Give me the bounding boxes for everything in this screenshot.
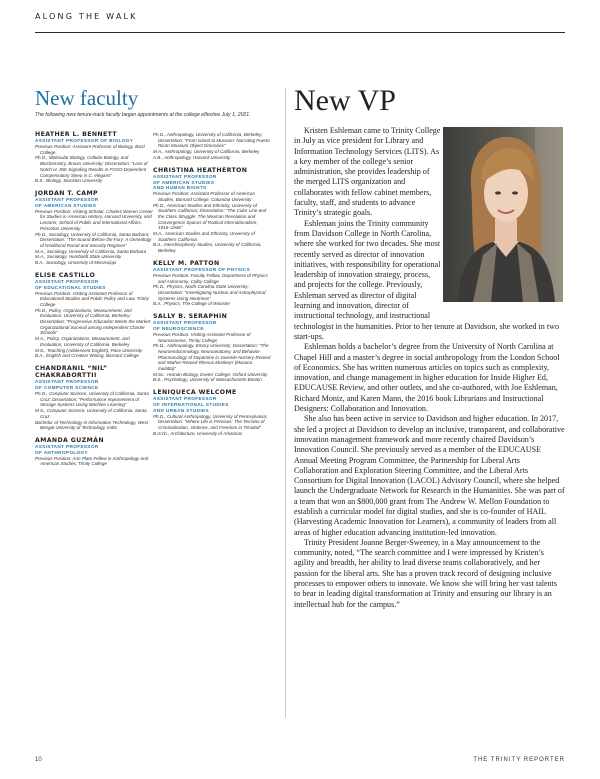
faculty-position-title: OF NEUROSCIENCE [153, 326, 204, 332]
vp-paragraph: Eshleman joins the Trinity community from Davidson College in North Carolina, where she worked for two decades. She most recently served as director of innovation initiatives, with responsibility for operational leadership of innovation strategy, process, and projects for the college. Previously, Eshleman served as director of digital learning and innovation, director of instructional technology, and instructional technologist in the humanities. Prior to her tenure at Davidson, she worked in two start-ups. [294, 218, 560, 341]
faculty-entry [35, 365, 153, 431]
faculty-name: HEATHER L. BENNETT [35, 131, 118, 138]
faculty-column-left [35, 131, 153, 473]
faculty-credential: Ph.D., Physics, North Carolina State University; Dissertation: “Investigating Nuclear and Astrophysical Systems Using Neutrinos” [153, 284, 266, 301]
vp-paragraph: Trinity President Joanne Berger-Sweeney, in a May announcement to the community, noted, “The search committee and I were impressed by Kristen’s agility and breadth, her ability to lead diverse teams collaboratively, and her passion for the liberal arts. She has a proven track record of designing inclusive processes to empower others to innovate. We know she will bring her vast talents to bear in leading digital transformation at Trinity and ensuring our library is an intellectual hub for the campus.” [294, 537, 558, 609]
vp-article [294, 126, 565, 610]
faculty-position-title: ASSISTANT PROFESSOR [153, 320, 217, 326]
faculty-credential: Ph.D., Sociology, University of California, Santa Barbara; Dissertation: “The Sound Before the Fury: A Genealogy of Neoliberal Racial and Security Regimes” [35, 231, 152, 248]
faculty-heading: New faculty [35, 86, 139, 110]
publication-name: THE TRINITY REPORTER [473, 757, 565, 763]
faculty-position-title: OF AMERICAN STUDIES [35, 202, 97, 208]
column-divider [285, 88, 286, 718]
faculty-credential: Previous Position: Visiting Assistant Professor of Educational Studies and Public Policy and Law, Trinity College [35, 290, 149, 307]
faculty-position-title: AND HUMAN RIGHTS [153, 185, 207, 191]
faculty-position-title: ASSISTANT PROFESSOR [35, 444, 99, 450]
faculty-position-title: ASSISTANT PROFESSOR [35, 278, 99, 284]
faculty-entry [153, 132, 271, 161]
faculty-column-right [153, 132, 271, 443]
faculty-credential: Previous Position: Visiting Assistant Professor of Neuroscience, Trinity College [153, 331, 251, 343]
faculty-credential: M.A., Sociology, University of California, Santa Barbara [35, 248, 147, 254]
faculty-position-title: ASSISTANT PROFESSOR OF BIOLOGY [35, 138, 134, 144]
faculty-position-title: OF INTERNATIONAL STUDIES [153, 402, 229, 408]
faculty-credential: B.A., Interdisciplinary Studies, University of California, Berkeley [153, 242, 262, 254]
faculty-name: LENIQUECA WELCOME [153, 389, 237, 397]
faculty-position-title: ASSISTANT PROFESSOR [153, 173, 217, 179]
faculty-position-title: OF AMERICAN STUDIES [153, 179, 215, 185]
faculty-credential: Previous Position: Assistant Professor of American Studies, Barnard College, Columbia University [153, 191, 256, 202]
faculty-position-title: ASSISTANT PROFESSOR [35, 379, 99, 385]
faculty-name: CHRISTINA HEATHERTON [153, 166, 248, 174]
faculty-credential: A.B., Anthropology, Harvard University [153, 154, 231, 160]
faculty-credential: Previous Position: Ann Plato Fellow in Anthropology and American Studies, Trinity College [35, 455, 149, 467]
faculty-credential: B.S., Psychology, University of Massachusetts-Boston [153, 377, 262, 383]
faculty-credential: B.Arch., Architecture, University of Arkansas [153, 430, 243, 436]
faculty-credential: M.A., Policy, Organizations, Measurement, and Evaluation, University of California, Berkeley [35, 336, 130, 347]
faculty-name: JORDAN T. CAMP [35, 189, 98, 197]
faculty-credential: Ph.D., Policy, Organizations, Measurement, and Evaluation, University of California, Berkeley; Dissertation: “Progressive Education Meets the Market: Organizational Survival among Independent Charter Schools” [35, 307, 152, 336]
faculty-position-title: AND URBAN STUDIES [153, 407, 209, 413]
faculty-credential: M.Sc., Human Biology, Exeter College, Oxford University [153, 371, 268, 377]
faculty-credential: M.A., American Studies and Ethnicity, University of Southern California [153, 231, 255, 242]
faculty-name: KELLY M. PATTON [153, 259, 220, 267]
faculty-entry [153, 260, 271, 307]
vp-paragraph: She also has been active in service to Davidson and higher education. In 2017, she led a project at Davidson to develop an inclusive, transparent, and collaborative innovation management framework and more recently chaired Davidson’s Innovation Council. She previously served as a member of the EDUCAUSE Annual Meeting Program Committee, the Partnership for Liberal Arts Collaboration and Exploration Steering Committee, and the Liberal Arts Consortium for Digital Innovation (LACOL) Advisory Council, where she helped launch the Undergraduate Network for Research in the Humanities. She was part of a team that won an $800,000 grant from The Andrew W. Mellon Foundation to establish a curricular model for digital studies, and she is co-founder of HAIL (Harvesting Academic Innovation for Learners), a community of leaders from all areas of higher education advancing institution-led innovation. [294, 414, 565, 537]
faculty-credential: Ph.D., Computer Science, University of California, Santa Cruz; Dissertation: “Performance Improvement of Storage Systems Using Machine Learning” [35, 390, 149, 408]
faculty-credential: M.S., Teaching (Adolescent English), Pace University [35, 347, 143, 353]
faculty-credential: Ph.D., Anthropology, Emory University; Dissertation: “The Neuroendocrinology, Neuroanatomy, and Behavior-Pharmacology of Dopamine in Juvenile Nursery-Reared and Mother-Reared Rhesus Monkeys (Macaca mulatta)” [153, 343, 271, 372]
photo-wrap-spacer [441, 146, 565, 321]
faculty-credential: B.A., Sociology, University of Mississippi [35, 260, 117, 266]
faculty-credential: M.A., Sociology, Humboldt State University [35, 254, 122, 260]
vp-paragraph: Eshleman holds a bachelor’s degree from the University of North Carolina at Chapel Hill and a master’s degree in social anthropology from the London School of Economics. She has written numerous articles on topics such as complexity, innovation, and change management in higher education for Inside Higher Ed, EDUCAUSE Review, and other outlets, and she co-authored, with Joe Eshleman, Richard Moniz, and Karen Mann, the 2016 book Librarians and Instructional Designers: Collaboration and Innovation. [294, 342, 560, 414]
page-number: 10 [35, 757, 42, 763]
faculty-entry [35, 131, 153, 184]
faculty-name: AMANDA GUZMÁN [35, 436, 104, 444]
vp-paragraph: Kristen Eshleman came to Trinity College in July as vice president for Library and Information Technology Services (LITS). As a key member of the college’s senior administration, she provides leadership of the merged LITS organization and collaborates with fellow cabinet members, faculty, staff, and students to advance Trinity’s strategic goals. [294, 126, 441, 218]
faculty-credential: Ph.D., Cultural Anthropology, University of Pennsylvania; Dissertation: “Where Life is Precious: The Terrains of Criminalization, Violence, and Freedom in Trinidad” [153, 413, 268, 431]
faculty-entry [153, 167, 271, 254]
faculty-position-title: OF ANTHROPOLOGY [35, 449, 88, 455]
faculty-position-title: OF COMPUTER SCIENCE [35, 385, 99, 391]
faculty-position-title: ASSISTANT PROFESSOR OF PHYSICS [153, 267, 251, 273]
vp-heading: New VP [294, 84, 396, 117]
section-label: ALONG THE WALK [35, 12, 138, 21]
faculty-credential: B.A., English and Creative Writing, Barnard College [35, 353, 139, 359]
faculty-name: ELISE CASTILLO [35, 271, 96, 279]
faculty-credential: Ph.D., Anthropology, University of California, Berkeley; Dissertation: “From Island to Museum: Narrating Puerto Rican Museum Object Itineraries” [153, 132, 270, 149]
faculty-credential: Ph.D., Molecular Biology, Cellular Biology, and Biochemistry, Brown University; Dissertation: “Loss of Notch or JNK Signaling Results in FOXO-Dependent Compensatory Sleep in C. elegans” [35, 155, 148, 178]
faculty-credential: Bachelor of Technology in Information Technology, West Bengal University of Technology, India [35, 419, 148, 431]
faculty-credential: Previous Position: Visiting Scholar, Charles Warren Center for Studies in American History, Harvard University, and Lecturer, School of Public and International Affairs, Princeton University [35, 208, 153, 231]
header-rule [35, 32, 565, 33]
faculty-credential: Previous Position: Assistant Professor of Biology, Bard College [35, 144, 145, 155]
faculty-credential: B.S., Biology, Stockton University [35, 178, 103, 184]
faculty-entry [35, 437, 153, 467]
faculty-position-title: OF EDUCATIONAL STUDIES [35, 284, 106, 290]
faculty-credential: B.A., Physics, The College of Wooster [153, 301, 231, 307]
faculty-position-title: ASSISTANT PROFESSOR [35, 197, 99, 203]
faculty-entry [35, 190, 153, 266]
faculty-credential: M.S., Computer Science, University of California, Santa Cruz [35, 408, 147, 419]
faculty-credential: Previous Position: Faculty Fellow, Department of Physics and Astronomy, Colby College [153, 272, 268, 284]
faculty-entry [153, 313, 271, 383]
faculty-credential: Ph.D., American Studies and Ethnicity, University of Southern California; Dissertation: “The Color Line and the Class Struggle: The Mexican Revolution and Convergence Spaces of Radical Internationalism, 1916–1946” [153, 202, 267, 231]
faculty-entry [35, 272, 153, 359]
faculty-name: SALLY B. SERAPHIN [153, 313, 228, 321]
faculty-intro: The following new tenure-track faculty began appointments at the college effective July 1, 2021. [35, 112, 251, 118]
faculty-position-title: ASSISTANT PROFESSOR [153, 396, 217, 402]
faculty-entry [153, 389, 271, 436]
faculty-name: CHANDRANIL “NIL” CHAKRABORTTII [35, 364, 108, 380]
faculty-credential: M.A., Anthropology, University of California, Berkeley [153, 149, 260, 155]
